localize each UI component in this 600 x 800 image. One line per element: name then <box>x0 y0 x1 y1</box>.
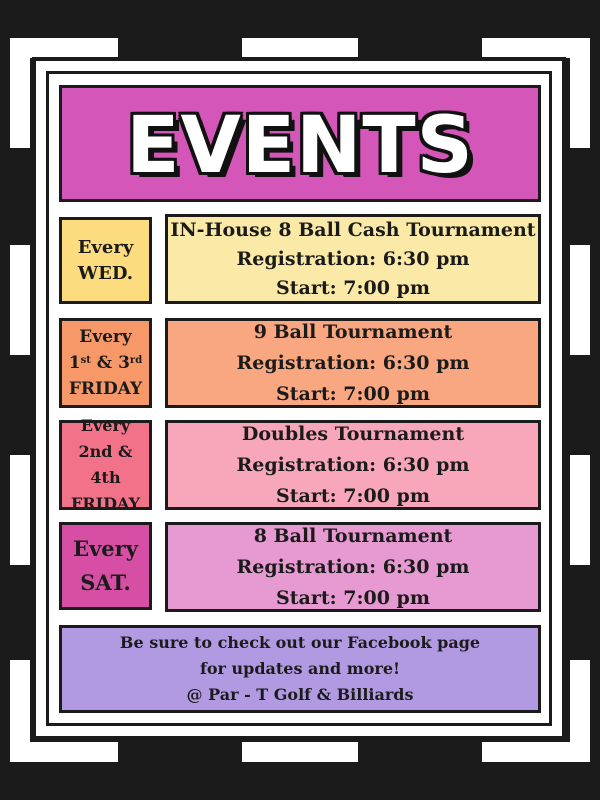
event-details-doubles <box>165 420 541 510</box>
schedule-line: Every <box>80 416 131 435</box>
venue-name: @ Par - T Golf & Billiards <box>186 685 414 704</box>
ordinal-suffix: rd <box>129 355 143 366</box>
border-dash <box>570 245 590 355</box>
notice-line: Be sure to check out our Facebook page <box>119 633 481 652</box>
event-start: Start: 7:00 pm <box>276 276 430 299</box>
event-schedule-1st-3rd-friday <box>59 318 152 408</box>
facebook-notice <box>59 625 541 713</box>
event-registration: Registration: 6:30 pm <box>236 555 470 578</box>
border-dash <box>10 660 30 762</box>
schedule-line: Every <box>73 536 138 561</box>
notice-line: for updates and more! <box>199 659 401 678</box>
event-name: 8 Ball Tournament <box>253 524 453 547</box>
event-start: Start: 7:00 pm <box>276 484 430 507</box>
schedule-line: Every <box>77 236 134 258</box>
event-details-9ball <box>165 318 541 408</box>
border-dash <box>242 38 358 58</box>
event-registration: Registration: 6:30 pm <box>236 247 470 270</box>
event-start: Start: 7:00 pm <box>276 382 430 405</box>
event-start: Start: 7:00 pm <box>276 586 430 609</box>
title-banner <box>59 85 541 202</box>
schedule-line: FRIDAY <box>68 379 143 399</box>
border-dash <box>242 742 358 762</box>
event-registration: Registration: 6:30 pm <box>236 351 470 374</box>
event-schedule-sat <box>59 522 152 610</box>
event-name: 9 Ball Tournament <box>253 320 453 343</box>
event-schedule-2nd-4th-friday <box>59 416 152 513</box>
border-dash <box>10 245 30 355</box>
ampersand: & <box>90 353 119 373</box>
ordinal-suffix: st <box>80 355 91 366</box>
event-name: Doubles Tournament <box>241 422 465 445</box>
schedule-line: WED. <box>77 262 134 284</box>
event-name: IN-House 8 Ball Cash Tournament <box>170 218 536 241</box>
border-dash <box>570 38 590 148</box>
schedule-line: 2nd & 4th <box>78 442 133 487</box>
event-registration: Registration: 6:30 pm <box>236 453 470 476</box>
schedule-line <box>69 350 142 376</box>
event-details-8ball <box>165 522 541 612</box>
schedule-line: SAT. <box>80 570 131 595</box>
border-dash <box>570 455 590 565</box>
ordinal: 1 <box>68 353 81 373</box>
event-schedule-wed <box>59 217 152 304</box>
schedule-line: FRIDAY <box>70 494 141 513</box>
border-dash <box>570 660 590 762</box>
ordinal: 3 <box>118 353 130 373</box>
schedule-line: Every <box>79 327 132 347</box>
border-dash <box>10 455 30 565</box>
border-dash <box>10 38 30 148</box>
event-details-8ball-cash <box>165 214 541 304</box>
page-title: EVENTS <box>126 101 474 191</box>
